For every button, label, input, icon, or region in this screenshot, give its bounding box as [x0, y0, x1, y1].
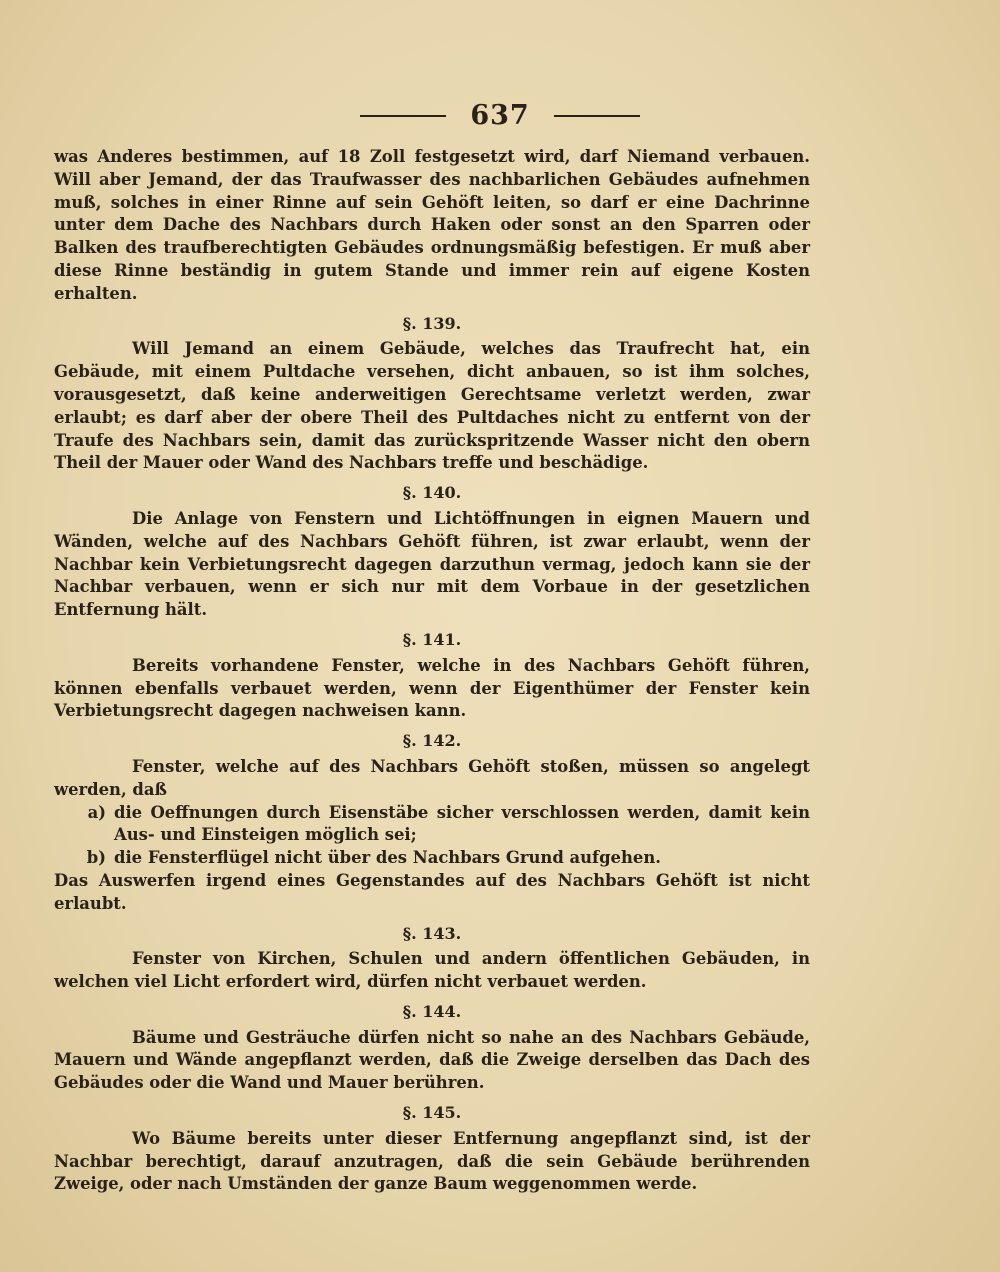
section-143 [54, 923, 810, 994]
section-paragraph: Fenster von Kirchen, Schulen und andern öffentlichen Gebäuden, in welchen viel Licht erfordert wird, dürfen nicht verbauet werden. [54, 949, 810, 992]
section-144 [54, 1001, 810, 1095]
list-item [54, 847, 810, 870]
opening-paragraph: was Anderes bestimmen, auf 18 Zoll festgesetzt wird, darf Niemand verbauen. Will aber Jemand, der das Traufwasser des nachbarlichen Gebäudes aufnehmen muß, solches in einer Rinne auf sein Gehöft leiten, so darf er eine Dachrinne unter dem Dache des Nachbars durch Haken oder sonst an den Sparren oder Balken des traufberechtigten Gebäudes ordnungsmäßig befestigen. Er muß aber diese Rinne beständig in gutem Stande und immer rein auf eigene Kosten erhalten. [54, 147, 810, 303]
list-item [54, 802, 810, 848]
list-item-text: die Oeffnungen durch Eisenstäbe sicher verschlossen werden, damit kein Aus- und Einsteigen möglich sei; [114, 802, 810, 845]
list-item-text: die Fensterflügel nicht über des Nachbars Grund aufgehen. [114, 848, 661, 868]
header-rule-right [554, 115, 640, 117]
section-closing: Das Auswerfen irgend eines Gegenstandes auf des Nachbars Gehöft ist nicht erlaubt. [54, 870, 810, 913]
list-item-marker: a) [87, 802, 106, 822]
section-heading: §. 141. [402, 629, 462, 649]
section-heading: §. 145. [402, 1103, 462, 1123]
section-142 [54, 730, 810, 915]
page-number: 637 [470, 100, 530, 131]
section-paragraph: Bereits vorhandene Fenster, welche in des Nachbars Gehöft führen, können ebenfalls verbauet werden, wenn der Eigenthümer der Fenster kein Verbietungsrecht dagegen nachweisen kann. [54, 655, 810, 721]
list-item-marker: b) [86, 848, 106, 868]
section-paragraph: Bäume und Gesträuche dürfen nicht so nahe an des Nachbars Gebäude, Mauern und Wände angepflanzt werden, daß die Zweige derselben das Dach des Gebäudes oder die Wand und Mauer berühren. [54, 1027, 810, 1093]
section-paragraph: Wo Bäume bereits unter dieser Entfernung angepflanzt sind, ist der Nachbar berechtigt, darauf anzutragen, daß die sein Gebäude berührenden Zweige, oder nach Umständen der ganze Baum weggenommen werde. [54, 1128, 810, 1194]
page-header [0, 100, 1000, 131]
section-paragraph: Die Anlage von Fenstern und Lichtöffnungen in eignen Mauern und Wänden, welche auf des Nachbars Gehöft führen, ist zwar erlaubt, wenn der Nachbar kein Verbietungsrecht dagegen darzuthun vermag, jedoch kann sie der Nachbar verbauen, wenn er sich nur mit dem Vorbaue in der gesetzlichen Entfernung hält. [54, 508, 810, 620]
section-heading: §. 142. [402, 731, 462, 751]
section-heading: §. 143. [402, 923, 462, 943]
section-heading: §. 144. [402, 1001, 462, 1021]
section-heading: §. 139. [402, 313, 462, 333]
section-140 [54, 482, 810, 622]
section-heading: §. 140. [402, 483, 462, 503]
header-rule-left [360, 115, 446, 117]
section-intro: Fenster, welche auf des Nachbars Gehöft stoßen, müssen so angelegt werden, daß [54, 756, 810, 799]
page-body [54, 146, 810, 1196]
section-139 [54, 313, 810, 476]
section-paragraph: Will Jemand an einem Gebäude, welches das Traufrecht hat, ein Gebäude, mit einem Pultdache versehen, dicht anbauen, so ist ihm solches, vorausgesetzt, daß keine anderweitigen Gerechtsame verletzt werden, zwar erlaubt; es darf aber der obere Theil des Pultdaches nicht zu entfernt von der Traufe des Nachbars sein, damit das zurückspritzende Wasser nicht den obern Theil der Mauer oder Wand des Nachbars treffe und beschädige. [54, 339, 810, 473]
section-141 [54, 629, 810, 723]
section-145 [54, 1102, 810, 1196]
